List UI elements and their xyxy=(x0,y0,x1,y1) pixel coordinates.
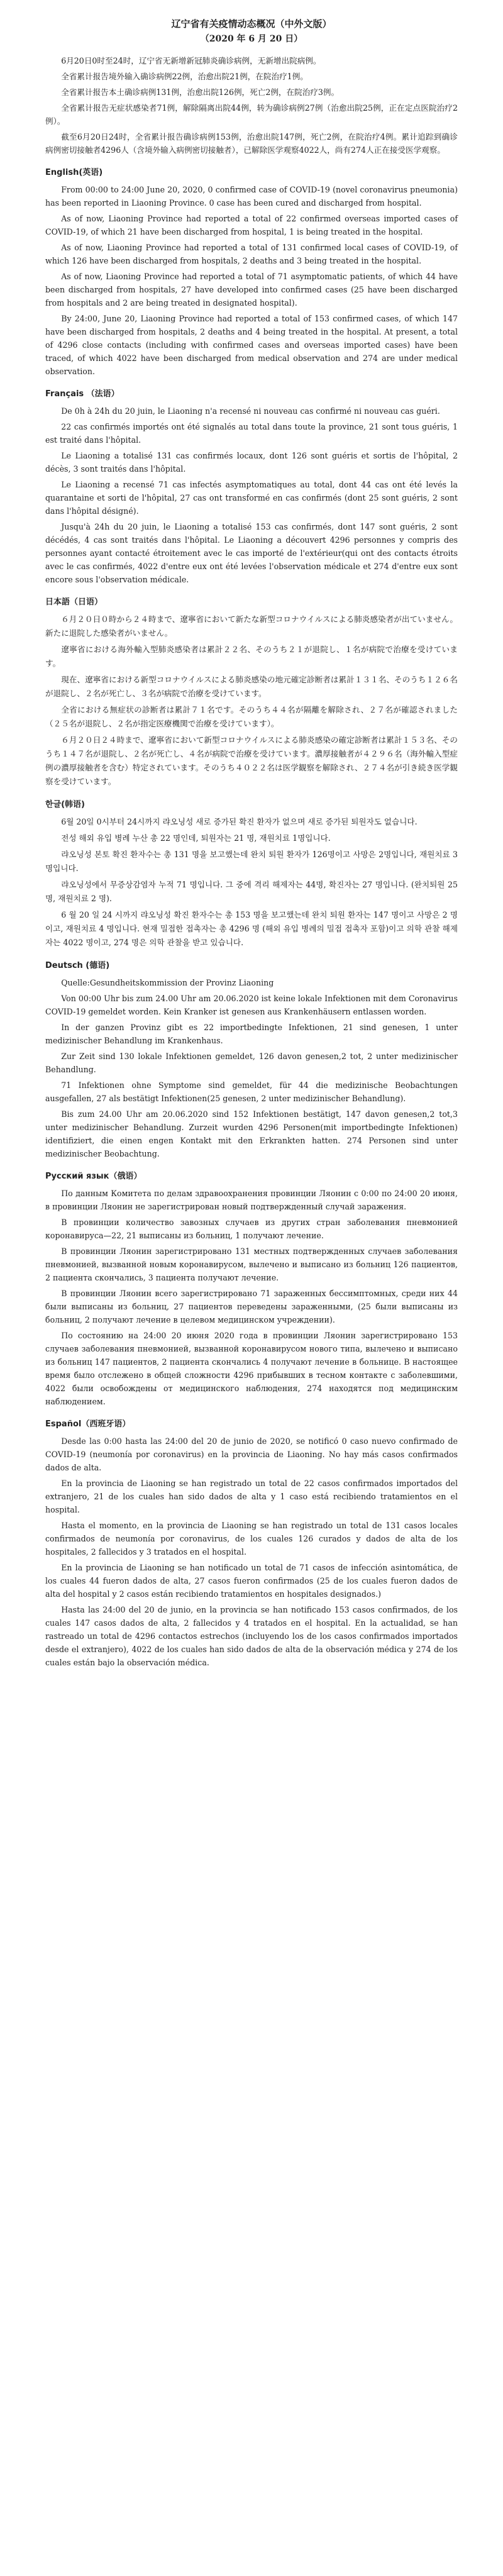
language-section xyxy=(45,595,458,789)
paragraph: 6 월 20 일 24 시까지 랴오닝성 확진 환자수는 총 153 명을 보고했는데 완치 퇴원 환자는 147 명이고 사망은 2 명이고, 재원치료 4 명입니다. 현재 밀접한 접촉자는 총 4296 명 (해외 유입 병례의 밀접 접촉자 포함)이고 의학 관찰 해제자는 4022 명이고, 274 명은 의학 관찰을 받고 있습니다. xyxy=(45,910,458,947)
paragraph: 22 cas confirmés importés ont été signalés au total dans toute la province, 21 sont tous guéris, 1 est traité dans l'hôpital. xyxy=(45,422,458,445)
paragraph: 全省累计报告无症状感染者71例，解除隔离出院44例，转为确诊病例27例（治愈出院25例，正在定点医院治疗2例）。 xyxy=(45,103,458,126)
section-heading: Français （法语） xyxy=(45,389,119,399)
paragraph: Le Liaoning a recensé 71 cas infectés asymptomatiques au total, dont 44 cas ont été levés la quarantaine et sorti de l'hôpital, 27 cas ont transformé en cas confirmés (dont 25 sont guéris, 2 sont dans l'hôpital désigné). xyxy=(45,480,458,516)
paragraph: In der ganzen Provinz gibt es 22 importbedingte Infektionen, 21 sind genesen, 1 unter medizinischer Behandlung im Krankenhaus. xyxy=(45,1023,458,1045)
paragraph: ６月２０日２４時まで、遼寧省において新型コロナウイルスによる肺炎感染の確定診断者は累計１５３名、そのうち１４７名が退院し、２名が死亡し、４名が病院で治療を受けています。濃厚接触者が４２９６名（海外輸入型症例の濃厚接触者を含む）特定されています。そのうち４０２２名は医学観察を解除され、２７４名が引き続き医学観察を受けています。 xyxy=(45,735,458,786)
section-heading: Deutsch (德语) xyxy=(45,961,110,970)
paragraph: As of now, Liaoning Province had reported a total of 71 asymptomatic patients, of which 44 have been discharged from hospitals, 27 have developed into confirmed cases (25 have been discharged from hospitals and 2 are being treated in designated hospital). xyxy=(45,272,458,308)
paragraph: В провинции Ляонин всего зарегистрировано 71 зараженных бессимптомных, среди них 44 были выписаны из больниц, 27 пациентов переведены зараженными, (25 были выписаны из больниц, 2 получают лечение в целевом медицинском учреждении). xyxy=(45,1289,458,1324)
paragraph: Le Liaoning a totalisé 131 cas confirmés locaux, dont 126 sont guéris et sortis de l'hôpital, 2 décès, 3 sont traités dans l'hôpital. xyxy=(45,451,458,474)
language-section xyxy=(45,958,458,1160)
paragraph: As of now, Liaoning Province had reported a total of 131 confirmed local cases of COVID-19, of which 126 have been discharged from hospitals, 2 deaths and 3 being treated in the hospital. xyxy=(45,243,458,265)
paragraph: 截至6月20日24时，全省累计报告确诊病例153例，治愈出院147例，死亡2例，在院治疗4例。累计追踪到确诊病例密切接触者4296人（含境外输入病例密切接触者），已解除医学观察4022人，尚有274人正在接受医学观察。 xyxy=(45,132,458,155)
paragraph: By 24:00, June 20, Liaoning Province had reported a total of 153 confirmed cases, of which 147 have been discharged from hospitals, 2 deaths and 4 being treated in the hospital. At present, a total of 4296 close contacts (including with confirmed cases and overseas imported cases) have been traced, of which 4022 have been discharged from medical observation and 274 are under medical observation. xyxy=(45,314,458,376)
paragraph: В провинции Ляонин зарегистрировано 131 местных подтвержденных случаев заболевания пневмонией, вызванной новым коронавирусом, вылечено и выписано из больниц 126 пациентов, 2 пациента скончались, 3 пациента получают лечение. xyxy=(45,1246,458,1282)
paragraph: Hasta las 24:00 del 20 de junio, en la provincia se han notificado 153 casos confirmados, de los cuales 147 casos dados de alta, 2 fallecidos y 4 tratados en el hospital. En la actualidad, se han rastreado un total de 4296 contactos estrechos (incluyendo los de los casos confirmados importados desde el extranjero), 4022 de los cuales han sido dados de alta de la observación médica y 274 de los cuales están bajo la observación médica. xyxy=(45,1605,458,1667)
paragraph: En la provincia de Liaoning se han notificado un total de 71 casos de infección asintomática, de los cuales 44 fueron dados de alta, 27 casos fueron confirmados (25 de los cuales fueron dados de alta del hospital y 2 casos están recibiendo tratamientos en hospitales designados.) xyxy=(45,1563,458,1599)
paragraph: Von 00:00 Uhr bis zum 24.00 Uhr am 20.06.2020 ist keine lokale Infektionen mit dem Coronavirus COVID-19 gemeldet worden. Kein Kranker ist genesen aus Krankenhäusern entlassen worden. xyxy=(45,994,458,1016)
paragraph: De 0h à 24h du 20 juin, le Liaoning n'a recensé ni nouveau cas confirmé ni nouveau cas guéri. xyxy=(61,406,440,416)
language-section xyxy=(45,387,458,586)
paragraph: 전성 해외 유입 병례 누산 총 22 명인데, 퇴원자는 21 명, 재원치료 1명입니다. xyxy=(61,833,331,843)
language-section xyxy=(45,1417,458,1669)
paragraph: 全省における無症状の診断者は累計７１名です。そのうち４４名が隔離を解除され、２７名が確認されました（２５名が退院し、２名が指定医療機関で治療を受けています）。 xyxy=(45,705,458,728)
paragraph: В провинции количество завозных случаев из других стран заболевания пневмонией коронавируса—22, 21 выписаны из больниц, 1 получают лечение. xyxy=(45,1218,458,1240)
section-heading: Русский язык（俄语） xyxy=(45,1172,142,1181)
paragraph: 全省累计报告本土确诊病例131例，治愈出院126例，死亡2例，在院治疗3例。 xyxy=(61,87,340,97)
document-date: （2020 年 6 月 20 日） xyxy=(200,34,303,44)
document-body xyxy=(45,54,458,1669)
paragraph: 71 Infektionen ohne Symptome sind gemeldet, für 44 die medizinische Beobachtungen ausgefallen, 27 als bestätigt Infektionen(25 genesen, 2 unter medizinischer Behandlung). xyxy=(45,1080,458,1103)
section-heading: 한글(韩语) xyxy=(45,800,85,809)
language-section xyxy=(45,1169,458,1408)
paragraph: 遼寧省における海外輸入型肺炎感染者は累計２２名、そのうち２１が退院し、１名が病院で治療を受けています。 xyxy=(45,645,458,668)
paragraph: Desde las 0:00 hasta las 24:00 del 20 de junio de 2020, se notificó 0 caso nuevo confirmado de COVID-19 (neumonía por coronavirus) en la provincia de Liaoning. No hay más casos confirmados dados de alta. xyxy=(45,1436,458,1472)
paragraph: 6月20日0时至24时，辽宁省无新增新冠肺炎确诊病例，无新增出院病例。 xyxy=(61,56,321,65)
paragraph: From 00:00 to 24:00 June 20, 2020, 0 confirmed case of COVID-19 (novel coronavirus pneumonia) has been reported in Liaoning Province. 0 case has been cured and discharged from hospital. xyxy=(45,185,458,208)
paragraph: 6월 20일 0시부터 24시까지 랴오닝성 새로 증가된 확진 환자가 없으며 새로 증가된 퇴원자도 없습니다. xyxy=(61,817,417,826)
language-section xyxy=(45,54,458,157)
paragraph: Bis zum 24.00 Uhr am 20.06.2020 sind 152 Infektionen bestätigt, 147 davon genesen,2 tot,3 unter medizinischer Behandlung. Zurzeit wurden 4296 Personen(mit importbedingte Infektionen) identifiziert, die einen engen Kontakt mit den Erkrankten hatten. 274 Personen sind unter medizinischer Beobachtung. xyxy=(45,1109,458,1158)
paragraph: En la provincia de Liaoning se han registrado un total de 22 casos confirmados importados del extranjero, 21 de los cuales han sido dados de alta y 1 caso está recibiendo tratamientos en el hospital. xyxy=(45,1479,458,1514)
paragraph: Jusqu'à 24h du 20 juin, le Liaoning a totalisé 153 cas confirmés, dont 147 sont guéris, 2 sont décédés, 4 cas sont traités dans l'hôpital. Le Liaoning a découvert 4296 personnes y compris des personnes ayant contacté étroitement avec le cas importé de l'extérieur(qui ont des contacts étroits avec le cas confirmés, 4022 d'entre eux ont été levées l'observation médicale et 274 d'entre eux sont encore sous l'observation médicale. xyxy=(45,522,458,584)
paragraph: По данным Комитета по делам здравоохранения провинции Ляонин с 0:00 по 24:00 20 июня, в провинции Ляонин не зарегистрирован новый подтвержденный случай заражения. xyxy=(45,1189,458,1211)
paragraph: Hasta el momento, en la provincia de Liaoning se han registrado un total de 131 casos locales confirmados de neumonía por coronavirus, de los cuales 126 curados y dados de alta de los hospitales, 2 fallecidos y 3 tratados en el hospital. xyxy=(45,1521,458,1557)
paragraph: 랴오닝성에서 무증상감염자 누적 71 명입니다. 그 중에 격리 해제자는 44명, 확진자는 27 명입니다. (완치퇴원 25 명, 재원치료 2 명). xyxy=(45,880,458,903)
paragraph: Quelle:Gesundheitskommission der Provinz Liaoning xyxy=(61,978,274,987)
section-heading: 日本語（日语） xyxy=(45,597,103,607)
language-section xyxy=(45,797,458,950)
language-section xyxy=(45,165,458,378)
section-heading: English(英语) xyxy=(45,168,103,177)
paragraph: По состоянию на 24:00 20 июня 2020 года в провинции Ляонин зарегистрировано 153 случаев заболевания пневмонией, вызванной коронавирусом нового типа, вылечено и выписано из больниц 147 пациентов, 2 пациента скончались 4 получают лечение в больнице. В настоящее время было отслежено в общей сложности 4296 прибывших в тесном контакте с заболевшими, 4022 были освобождены от медицинского наблюдения, 274 находятся под медицинским наблюдением. xyxy=(45,1331,458,1406)
document-title: 辽宁省有关疫情动态概况（中外文版） xyxy=(171,18,332,30)
paragraph: ６月２０日０時から２４時まで、遼寧省において新たな新型コロナウイルスによる肺炎感染者が出ていません。新たに退院した感染者がいません。 xyxy=(45,614,458,638)
paragraph: 全省累计报告境外输入确诊病例22例，治愈出院21例，在院治疗1例。 xyxy=(61,72,308,81)
paragraph: Zur Zeit sind 130 lokale Infektionen gemeldet, 126 davon genesen,2 tot, 2 unter medizinischer Behandlung. xyxy=(45,1052,458,1074)
section-heading: Español（西班牙语） xyxy=(45,1419,131,1429)
paragraph: 랴오닝성 본토 확진 환자수는 총 131 명을 보고했는데 완치 퇴원 환자가 126명이고 사망은 2명입니다, 재원치료 3 명입니다. xyxy=(45,850,458,873)
paragraph: 現在、遼寧省における新型コロナウイルスによる肺炎感染の地元確定診断者は累計１３１名、そのうち１２６名が退院し、２名が死亡し、３名が病院で治療を受けています。 xyxy=(45,675,458,698)
paragraph: As of now, Liaoning Province had reported a total of 22 confirmed overseas imported cases of COVID-19, of which 21 have been discharged from hospital, 1 is being treated in the hospital. xyxy=(45,214,458,236)
